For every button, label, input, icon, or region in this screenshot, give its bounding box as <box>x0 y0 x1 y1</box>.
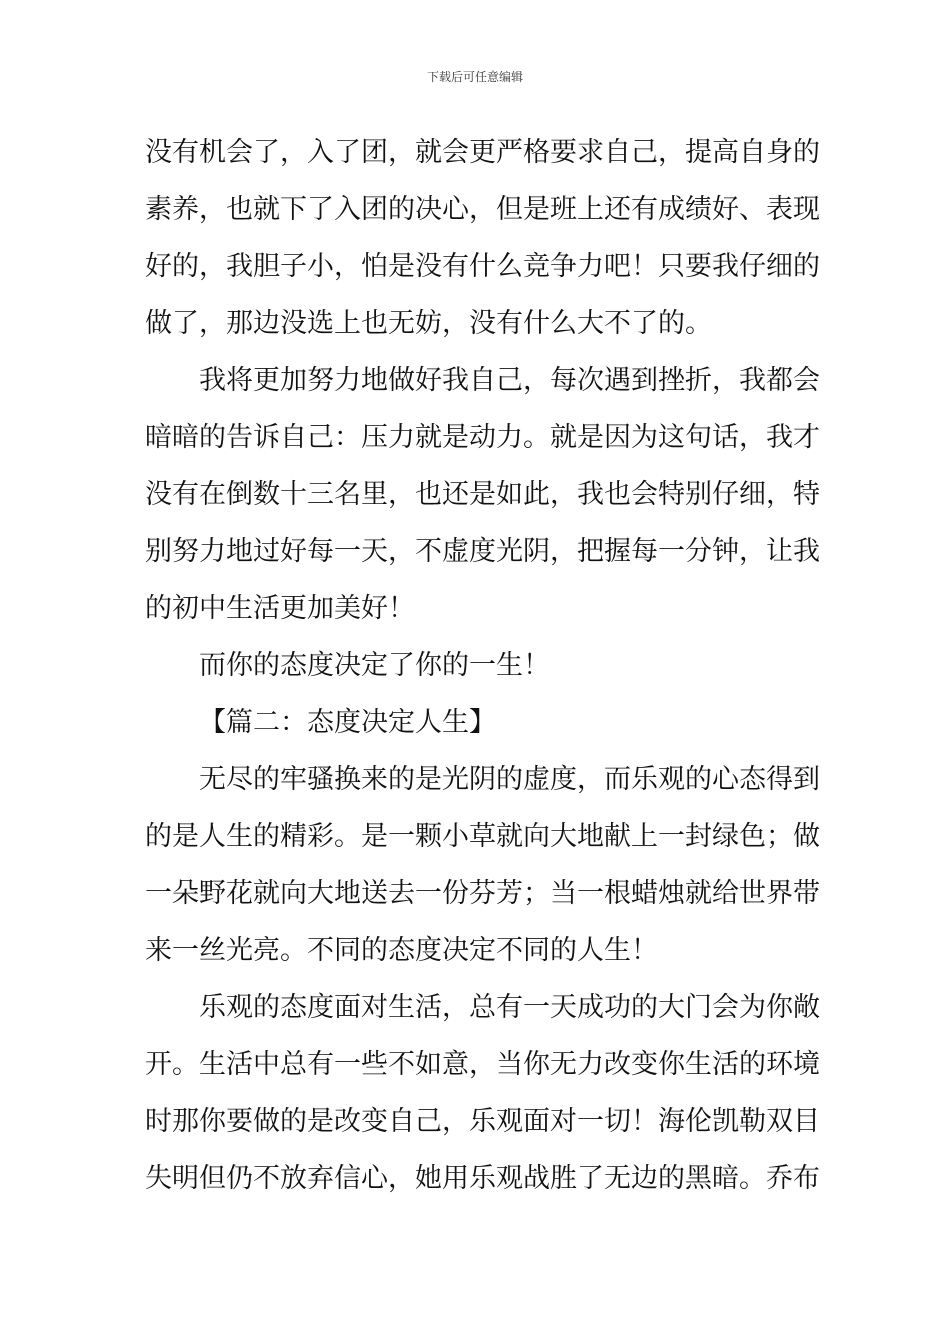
document-body <box>145 124 820 1207</box>
text-line: 别努力地过好每一天，不虚度光阴，把握每一分钟，让我 <box>145 536 820 567</box>
text-line: 没有在倒数十三名里，也还是如此，我也会特别仔细，特 <box>145 479 820 510</box>
paragraph-start-line: 而你的态度决定了你的一生！ <box>199 650 550 681</box>
text-line: 开。生活中总有一些不如意，当你无力改变你生活的环境 <box>145 1049 820 1080</box>
section-heading: 【篇二：态度决定人生】 <box>199 707 496 738</box>
text-line: 来一丝光亮。不同的态度决定不同的人生！ <box>145 935 658 966</box>
text-line: 一朵野花就向大地送去一份芬芳；当一根蜡烛就给世界带 <box>145 878 820 909</box>
text-line: 暗暗的告诉自己：压力就是动力。就是因为这句话，我才 <box>145 422 820 453</box>
paragraph-start-line: 乐观的态度面对生活，总有一天成功的大门会为你敞 <box>199 992 820 1023</box>
text-line: 失明但仍不放弃信心，她用乐观战胜了无边的黑暗。乔布 <box>145 1163 820 1194</box>
header-note: 下载后可任意编辑 <box>426 70 523 84</box>
text-line: 的是人生的精彩。是一颗小草就向大地献上一封绿色；做 <box>145 821 820 852</box>
text-line: 没有机会了，入了团，就会更严格要求自己，提高自身的 <box>145 137 820 168</box>
text-line: 素养，也就下了入团的决心，但是班上还有成绩好、表现 <box>145 194 820 225</box>
text-line: 做了，那边没选上也无妨，没有什么大不了的。 <box>145 308 712 339</box>
text-line: 时那你要做的是改变自己，乐观面对一切！海伦凯勒双目 <box>145 1106 820 1137</box>
text-line: 的初中生活更加美好！ <box>145 593 415 624</box>
text-line: 好的，我胆子小，怕是没有什么竞争力吧！只要我仔细的 <box>145 251 820 282</box>
paragraph-start-line: 无尽的牢骚换来的是光阴的虚度，而乐观的心态得到 <box>199 764 820 795</box>
paragraph-start-line: 我将更加努力地做好我自己，每次遇到挫折，我都会 <box>199 365 820 396</box>
